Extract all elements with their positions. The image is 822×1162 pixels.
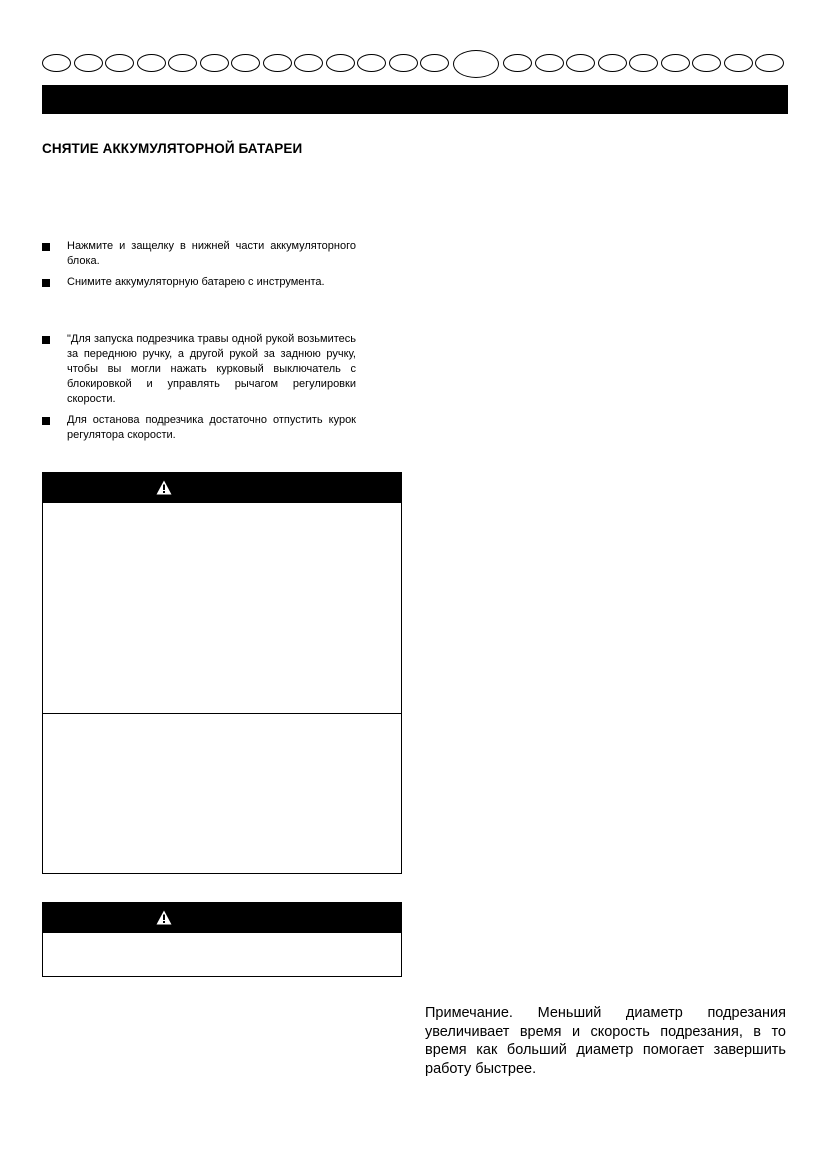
warning-divider [43,713,401,714]
bullet-square-icon [42,336,50,344]
language-tab[interactable] [200,54,229,72]
language-tab[interactable] [137,54,166,72]
list-item-text: "Для запуска подрезчика травы одной рукой возьмитесь за переднюю ручку, а другой рукой за заднюю ручку, чтобы вы могли нажать курковый выключатель с блокировкой и управлять рычагом регулировки скорости. [67,333,356,405]
language-tab[interactable] [420,54,449,72]
section-title: СНЯТИЕ АККУМУЛЯТОРНОЙ БАТАРЕИ [42,141,303,156]
language-tab[interactable] [105,54,134,72]
bullet-square-icon [42,417,50,425]
language-tab[interactable] [357,54,386,72]
warning-header [43,473,401,503]
warning-header [43,903,401,933]
language-tab[interactable] [692,54,721,72]
language-tab[interactable] [74,54,103,72]
language-tab[interactable] [326,54,355,72]
warning-box [42,902,402,977]
removal-steps-list [42,239,356,290]
language-tab[interactable] [598,54,627,72]
warning-triangle-icon [156,910,172,925]
header-bar [42,85,788,114]
language-tab[interactable] [566,54,595,72]
language-tab-active[interactable] [453,50,499,78]
language-tab[interactable] [389,54,418,72]
list-item-text: Нажмите и защелку в нижней части аккумуляторного блока. [67,240,356,267]
list-item-text: Для останова подрезчика достаточно отпустить курок регулятора скорости. [67,414,356,441]
language-tab[interactable] [535,54,564,72]
list-item [42,332,356,407]
language-tab[interactable] [231,54,260,72]
language-tab[interactable] [294,54,323,72]
language-tabs [42,50,788,80]
warning-triangle-icon [156,480,172,495]
list-item [42,413,356,443]
bullet-square-icon [42,243,50,251]
note-text: Примечание. Меньший диаметр подрезания увеличивает время и скорость подрезания, в то время как больший диаметр помогает завершить работу быстрее. [425,1005,786,1077]
bullet-square-icon [42,279,50,287]
language-tab[interactable] [168,54,197,72]
language-tab[interactable] [755,54,784,72]
language-tab[interactable] [629,54,658,72]
language-tab[interactable] [42,54,71,72]
warning-box [42,472,402,874]
language-tab[interactable] [724,54,753,72]
operation-steps-list [42,332,356,443]
language-tab[interactable] [661,54,690,72]
list-item [42,239,356,269]
language-tab[interactable] [263,54,292,72]
language-tab[interactable] [503,54,532,72]
list-item [42,275,356,290]
list-item-text: Снимите аккумуляторную батарею с инструмента. [67,276,325,288]
